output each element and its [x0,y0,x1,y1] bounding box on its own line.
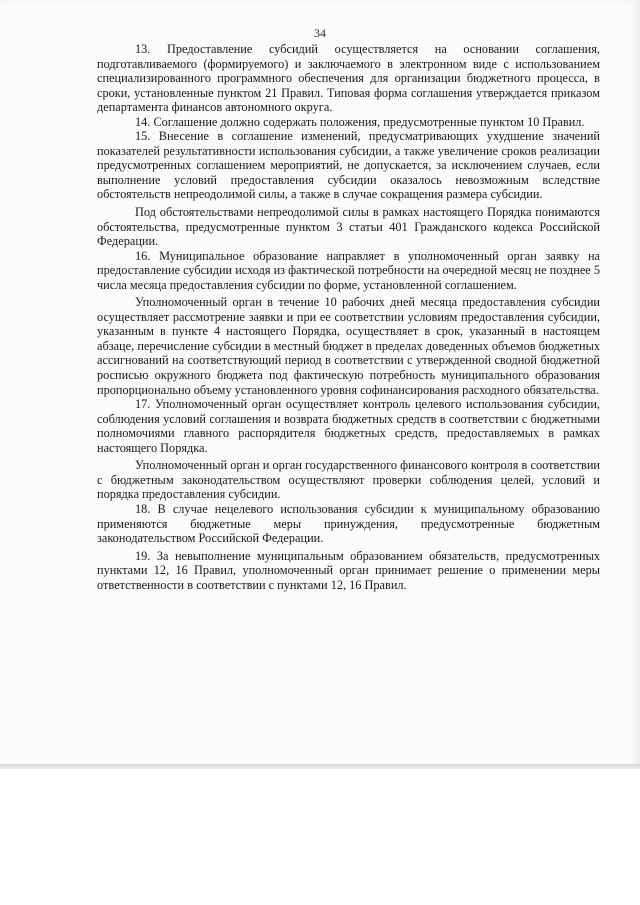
paragraph-16: 16. Муниципальное образование направляет в уполномоченный орган заявку на предоставление субсидии исходя из фактической потребности на очередной месяц не позднее 5 числа месяца предоставления субсидии по форме, установленной соглашением. [97,248,600,292]
paragraph-19: 19. За невыполнение муниципальным образованием обязательств, предусмотренных пунктами 12, 16 Правил, уполномоченный орган принимает решение о применении меры ответственности в соответствии с пунктами 12, 16 Правил. [97,548,600,592]
paragraph-13: 13. Предоставление субсидий осуществляется на основании соглашения, подготавливаемого (формируемого) и заключаемого в электронном виде с использованием специализированного программного обеспечения для организации бюджетного процесса, в сроки, установленные пунктом 21 Правил. Типовая форма соглашения утверждается приказом департамента финансов автономного округа. [97,42,600,115]
paragraph-force-majeure: Под обстоятельствами непреодолимой силы в рамках настоящего Порядка понимаются обстоятельства, предусмотренные пунктом 3 статьи 401 Гражданского кодекса Российской Федерации. [97,205,600,249]
paragraph-18: 18. В случае нецелевого использования субсидии к муниципальному образованию применяются бюджетные меры принуждения, предусмотренные бюджетным законодательством Российской Федерации. [97,501,600,546]
page-bottom-edge [0,764,640,769]
paragraph-14: 14. Соглашение должно содержать положения, предусмотренные пунктом 10 Правил. [135,114,585,129]
document-body [97,42,600,592]
paragraph-financial-control: Уполномоченный орган и орган государственного финансового контроля в соответствии с бюджетным законодательством осуществляют проверки соблюдения целей, условий и порядка предоставления субсидии. [97,458,600,502]
paragraph-authority-review: Уполномоченный орган в течение 10 рабочих дней месяца предоставления субсидии осуществляет рассмотрение заявки и при ее соответствии условиям предоставления субсидии, указанным в пункте 4 настоящего Порядка, осуществляет в срок, указанный в настоящем абзаце, перечисление субсидии в местный бюджет в пределах доведенных объемов бюджетных ассигнований на соответствующий период в соответствии с утвержденной сводной бюджетной росписью окружного бюджета под фактическую потребность муниципального образования пропорционально объему установленного уровня софинансирования расходного обязательства. [97,295,600,397]
paragraph-15: 15. Внесение в соглашение изменений, предусматривающих ухудшение значений показателей результативности использования субсидии, а также увеличение сроков реализации предусмотренных соглашением мероприятий, не допускается, за исключением случаев, если выполнение условий предоставления субсидии оказалось невозможным вследствие обстоятельств непреодолимой силы, а также в случае сокращения размера субсидии. [97,129,600,202]
paragraph-17: 17. Уполномоченный орган осуществляет контроль целевого использования субсидии, соблюдения условий соглашения и возврата бюджетных средств в соответствии с бюджетными полномочиями главного распорядителя бюджетных средств, предоставляемых в рамках настоящего Порядка. [97,397,600,455]
page-number: 34 [314,26,326,40]
